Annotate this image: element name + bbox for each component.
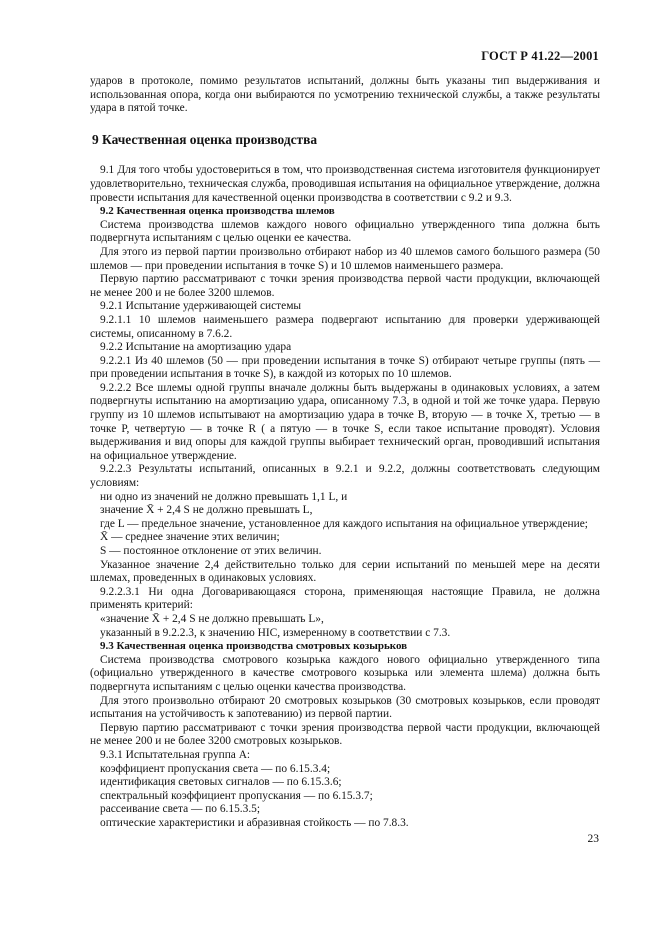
paragraph: 9.3.1 Испытательная группа А: <box>100 748 251 761</box>
paragraph: указанный в 9.2.2.3, к значению HIC, измеренному в соответствии с 7.3. <box>100 626 451 639</box>
paragraph: Указанное значение 2,4 действительно только для серии испытаний по меньшей мере на десяти шлемах, проведенных в одинаковых условиях. <box>90 558 600 585</box>
paragraph: 9.2.1 Испытание удерживающей системы <box>100 300 302 313</box>
paragraph: Система производства шлемов каждого нового официально утвержденного типа должна быть подвергнута испытаниям с целью оценки ее качества. <box>90 218 600 245</box>
paragraph: 9.2.2.3.1 Ни одна Договаривающаяся сторона, применяющая настоящие Правила, не должна применять критерий: <box>90 585 600 612</box>
paragraph: Для этого произвольно отбирают 20 смотровых козырьков (30 смотровых козырьков, если проводят испытания на устойчивость к запотеванию) из первой партии. <box>90 694 600 721</box>
paragraph: 9.2.2.3 Результаты испытаний, описанных в 9.2.1 и 9.2.2, должны соответствовать следующим условиям: <box>90 463 600 490</box>
paragraph: 9.2.2.2 Все шлемы одной группы вначале должны быть выдержаны в одинаковых условиях, а затем подвергнуты испытанию на амортизацию удара, описанному 7.3, в одной и той же точке удара. Первую группу из 10 шлемов испытывают на амортизацию удара в точке B, вторую — в точке X, третью — в точке P, четвертую — в точке R ( а пятую — в точке S, если такое испытание проводят). Условия выдерживания и вид опоры для каждой группы выбирает технический орган, проводивший испытания на официальное утверждение. <box>90 381 600 462</box>
paragraph: Первую партию рассматривают с точки зрения производства первой части продукции, включающей не менее 200 и не более 3200 шлемов. <box>90 273 600 299</box>
paragraph: Для этого из первой партии произвольно отбирают набор из 40 шлемов самого большого размера (50 шлемов — при проведении испытания в точке S) и 10 шлемов наименьшего размера. <box>90 245 600 272</box>
paragraph: где L — предельное значение, установленное для каждого испытания на официальное утверждение; <box>100 517 588 530</box>
paragraph: ни одно из значений не должно превышать 1,1 L, и <box>100 490 348 503</box>
document-body <box>90 75 600 830</box>
section-heading: 9.3 Качественная оценка производства смотровых козырьков <box>100 640 408 653</box>
paragraph: 9.2.1.1 10 шлемов наименьшего размера подвергают испытанию для проверки удерживающей системы, описанному в 7.6.2. <box>90 313 600 340</box>
paragraph: S — постоянное отклонение от этих величин. <box>100 545 322 557</box>
paragraph: 9.2.2 Испытание на амортизацию удара <box>100 341 292 354</box>
page-header: ГОСТ Р 41.22—2001 <box>481 49 599 63</box>
paragraph: ударов в протоколе, помимо результатов испытаний, должны быть указаны тип выдерживания и использованная опора, когда они выбираются по усмотрению технической службы, а также результаты удара в пятой точке. <box>90 75 600 115</box>
page-number: 23 <box>587 833 599 845</box>
paragraph: идентификация световых сигналов — по 6.15.3.6; <box>100 776 342 789</box>
paragraph: 9.1 Для того чтобы удостовериться в том, что производственная система изготовителя функционирует удовлетворительно, техническая служба, проводившая испытания на официальное утверждение, должна провести испытания для качественной оценки производства в соответствии с 9.2 и 9.3. <box>90 164 600 204</box>
paragraph: Система производства смотрового козырька каждого нового официально утвержденного типа (официально утвержденного в качестве смотрового козырька или элемента шлема) должна быть подвергнута испытаниям с целью оценки качества производства. <box>90 653 600 693</box>
paragraph: значение X̄ + 2,4 S не должно превышать L, <box>100 504 313 517</box>
paragraph: оптические характеристики и абразивная стойкость — по 7.8.3. <box>100 816 409 829</box>
paragraph: рассеивание света — по 6.15.3.5; <box>100 803 261 816</box>
paragraph: «значение X̄ + 2,4 S не должно превышать L», <box>100 612 324 625</box>
paragraph: Первую партию рассматривают с точки зрения производства первой части продукции, включающей не менее 200 и не более 3200 смотровых козырьков. <box>90 721 600 748</box>
paragraph: X̄ — среднее значение этих величин; <box>100 531 280 544</box>
paragraph: 9.2.2.1 Из 40 шлемов (50 — при проведении испытания в точке S) отбирают четыре группы (пять — при проведении испытания в точке S), в каждой из которых по 10 шлемов. <box>90 354 600 381</box>
paragraph: спектральный коэффициент пропускания — по 6.15.3.7; <box>100 789 373 802</box>
paragraph: коэффициент пропускания света — по 6.15.3.4; <box>100 762 331 775</box>
section-heading: 9.2 Качественная оценка производства шлемов <box>100 205 335 218</box>
section-heading: 9 Качественная оценка производства <box>92 131 318 147</box>
